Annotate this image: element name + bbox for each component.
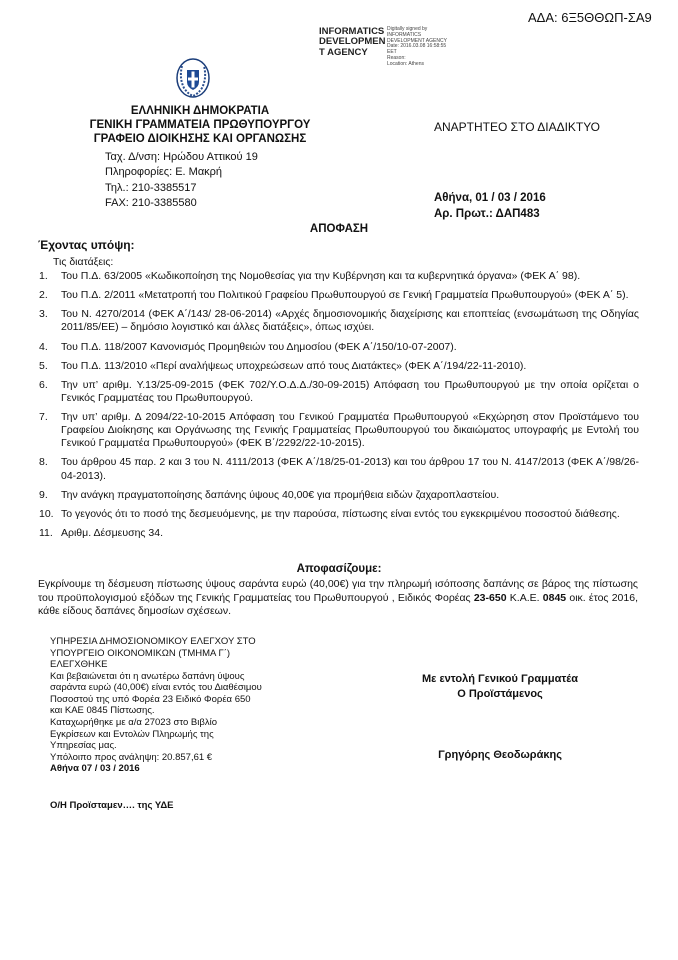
document-date: Αθήνα, 01 / 03 / 2016 bbox=[434, 192, 546, 204]
posting-note: ΑΝΑΡΤΗΤΕΟ ΣΤΟ ΔΙΑΔΙΚΤΥΟ bbox=[434, 120, 600, 134]
coat-of-arms-icon bbox=[176, 58, 210, 98]
list-item: 9. Την ανάγκη πραγματοποίησης δαπάνης ύψους 40,00€ για προμήθεια ειδών ζαχαροπλαστείου. bbox=[39, 488, 500, 501]
decision-heading: Αποφασίζουμε: bbox=[296, 563, 382, 575]
list-item: 1. Του Π.Δ. 63/2005 «Κωδικοποίηση της Νομοθεσίας για την Κυβέρνηση και τα κυβερνητικά όργανα» (ΦΕΚ Α΄ 98). bbox=[39, 270, 581, 282]
having-regard-heading: Έχοντας υπόψη: bbox=[38, 238, 135, 252]
audit-head-line: Ο/Η Προϊσταμεν…. της ΥΔΕ bbox=[50, 800, 174, 811]
protocol-number: Αρ. Πρωτ.: ΔΑΠ483 bbox=[434, 207, 540, 220]
list-item: 3. Του Ν. 4270/2014 (ΦΕΚ Α΄/143/ 28-06-2014) «Αρχές δημοσιονομικής διαχείρισης και εποπτείας (ενσωμάτωση της Οδηγίας 2011/85/ΕΕ) – δημόσιο λογιστικό και άλλες διατάξεις», όπως ισχύει. bbox=[39, 308, 639, 334]
audit-block: ΥΠΗΡΕΣΙΑ ΔΗΜΟΣΙΟΝΟΜΙΚΟΥ ΕΛΕΓΧΟΥ ΣΤΟ ΥΠΟΥΡΓΕΙΟ ΟΙΚΟΝΟΜΙΚΩΝ (ΤΜΗΜΑ Γ΄) ΕΛΕΓΧΘΗΚΕ Και βεβαιώνεται ότι η ανωτέρω δαπάνη ύψους σαράντα ευρώ (40,00€) είναι εντός του Διαθέσιμου Ποσοστού της υπό Φορέα 23 Ειδικό Φορέα 650 και ΚΑΕ 0845 Πίστωσης. Καταχωρήθηκε με α/α 27023 στο Βιβλίο Εγκρίσεων και Εντολών Πληρωμής της Υπηρεσίας μας. Υπόλοιπο προς ανάληψη: 20.857,61 € Αθήνα 07 / 03 / 2016 bbox=[50, 636, 310, 775]
audit-date: Αθήνα 07 / 03 / 2016 bbox=[50, 763, 140, 775]
digital-signature-label: INFORMATICS DEVELOPMEN T AGENCY bbox=[319, 26, 386, 58]
provisions-list bbox=[31, 270, 639, 546]
list-item: 6. Την υπ’ αριθμ. Υ.13/25-09-2015 (ΦΕΚ 702/Υ.Ο.Δ.Δ./30-09-2015) Απόφαση του Πρωθυπουργού με την οποία ορίζεται ο Γενικός Γραμματέας του Πρωθυπουργού. bbox=[39, 378, 639, 404]
list-item: 4. Του Π.Δ. 118/2007 Κανονισμός Προμηθειών του Δημοσίου (ΦΕΚ Α΄/150/10-07-2007). bbox=[39, 340, 457, 353]
date-protocol bbox=[434, 191, 546, 222]
decision-text: Εγκρίνουμε τη δέσμευση πίστωσης ύψους σαράντα ευρώ (40,00€) για την πληρωμή ισόποσης δαπάνης σε βάρος της πίστωσης του προϋπολογισμού εξόδων της Γενικής Γραμματείας του Πρωθυπουργού , Ειδικός Φορέας 23-650 Κ.Α.Ε. 0845 οικ. έτος 2016, κάθε είδους δαπάνες δημοσίων σχέσεων. bbox=[38, 578, 638, 618]
list-item: 11. Αριθμ. Δέσμευσης 34. bbox=[39, 526, 163, 539]
signature-block: Με εντολή Γενικού Γραμματέα Ο Προϊστάμενος bbox=[422, 673, 578, 700]
digital-signature-details: Digitally signed by INFORMATICS DEVELOPMENT AGENCY Date: 2016.03.08 16:58:55 EET Reason: Location: Athens bbox=[387, 26, 447, 67]
list-item: 7. Την υπ’ αριθμ. Δ 2094/22-10-2015 Απόφαση του Γενικού Γραμματέα Πρωθυπουργού «Εκχώρηση στον Προϊστάμενο του Γραφείου Διοίκησης και Οργάνωσης της Γενικής Γραμματείας Πρωθυπουργού του δικαιώματος υπογραφής με Εντολή του Γενικού Γραμματέα Πρωθυπουργού» (ΦΕΚ Β΄/2292/22-10-2015). bbox=[39, 411, 639, 450]
list-item: 2. Του Π.Δ. 2/2011 «Μετατροπή του Πολιτικού Γραφείου Πρωθυπουργού σε Γενική Γραμματεία Πρωθυπουργού» (ΦΕΚ Α΄ 5). bbox=[39, 289, 629, 302]
list-item: 5. Του Π.Δ. 113/2010 «Περί αναλήψεως υποχρεώσεων από τους Διατάκτες» (ΦΕΚ Α΄/194/22-11-2010). bbox=[39, 359, 527, 372]
issuer-block: ΕΛΛΗΝΙΚΗ ΔΗΜΟΚΡΑΤΙΑ ΓΕΝΙΚΗ ΓΡΑΜΜΑΤΕΙΑ ΠΡΩΘΥΠΟΥΡΓΟΥ ΓΡΑΦΕΙΟ ΔΙΟΙΚΗΣΗΣ ΚΑΙ ΟΡΓΑΝΩΣΗΣ bbox=[89, 105, 311, 145]
provisions-intro: Τις διατάξεις: bbox=[53, 256, 114, 268]
list-item: 10. Το γεγονός ότι το ποσό της δεσμευόμενης, με την παρούσα, πίστωσης είναι εντός του εγκεκριμένου ποσοστού διάθεσης. bbox=[39, 507, 620, 520]
list-item: 8. Του άρθρου 45 παρ. 2 και 3 του Ν. 4111/2013 (ΦΕΚ Α΄/18/25-01-2013) και του άρθρου 17 του Ν. 4147/2013 (ΦΕΚ Α΄/98/26-04-2013). bbox=[39, 456, 639, 482]
contact-block: Ταχ. Δ/νση: Ηρώδου Αττικού 19 Πληροφορίες: Ε. Μακρή Τηλ.: 210-3385517 FAX: 210-3385580 bbox=[105, 151, 258, 210]
ada-code: ΑΔΑ: 6Ξ5ΘΘΩΠ-ΣΑ9 bbox=[528, 10, 652, 25]
signatory-name: Γρηγόρης Θεοδωράκης bbox=[438, 749, 562, 761]
document-title: ΑΠΟΦΑΣΗ bbox=[309, 223, 369, 235]
